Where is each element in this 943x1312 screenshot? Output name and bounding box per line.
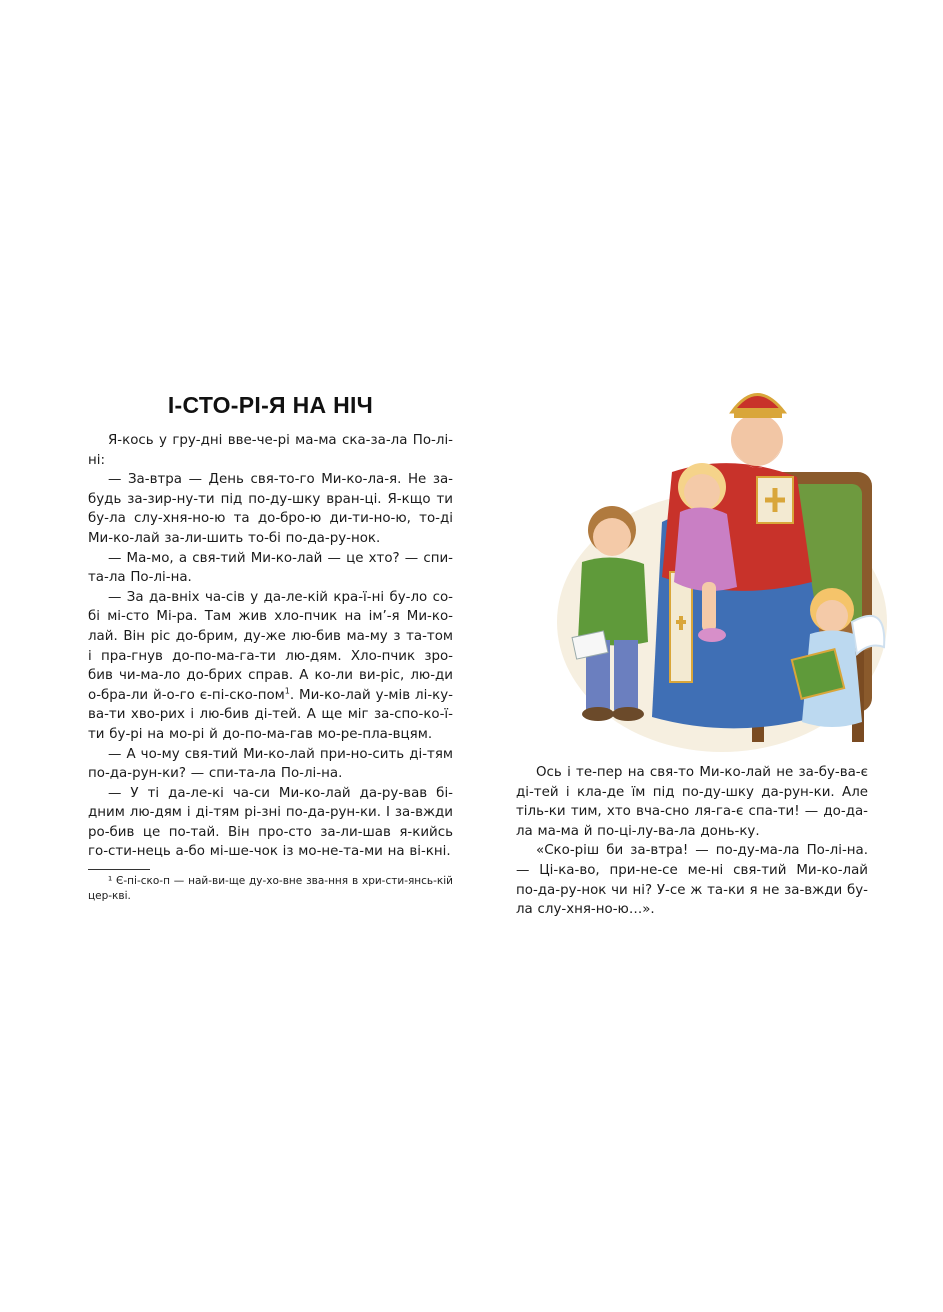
- paragraph: Я-кось у гру-дні вве-че-рі ма-ма ска-за-ла По-лі-ні:: [88, 433, 453, 468]
- girl-shoe: [698, 628, 726, 642]
- story-title: І-СТО-РІ-Я НА НІЧ: [167, 392, 374, 418]
- footnote-divider: [88, 869, 150, 870]
- paragraph: Ось і те-пер на свя-то Ми-ко-лай не за-бу-ва-є ді-тей і кла-де їм під по-ду-шку да-рун-ки. Але тіль-ки тим, хто вча-сно ля-га-є спа-ти! — до-да-ла ма-ма й по-ці-лу-ва-ла донь-ку.: [516, 765, 868, 839]
- paragraph: — У ті да-ле-кі ча-си Ми-ко-лай да-ру-вав бі-дним лю-дям і ді-тям рі-зні по-да-рун-ки. І за-вжди ро-бив це по-тай. Він про-сто за-ли-шав я-кийсь го-сти-нець а-бо мі-ше-чок із мо-не-та-ми на ві-кні.: [88, 785, 453, 860]
- paragraph-text: — За да-вніх ча-сів у да-ле-кій кра-ї-ні бу-ло со-бі мі-сто Мі-ра. Там жив хло-пчик на ім’-я Ми-ко-лай. Він ріс до-брим, ду-же лю-бив ма-му з та-том і пра-гнув до-по-ма-га-ти лю-дям. Хло-пчик зро-бив чи-ма-ло до-брих справ. А ко-ли ви-ріс, лю-ди о-бра-ли й-о-го є-пі-ско-пом: [88, 589, 453, 703]
- angel-face: [816, 600, 848, 632]
- right-page-text: [516, 763, 868, 920]
- boy-shirt: [578, 557, 648, 645]
- footnote-marker: 1: [284, 686, 290, 696]
- saint-nicholas-illustration: [552, 372, 892, 752]
- boy-shoe: [612, 707, 644, 721]
- paragraph-with-footnote: — За да-вніх ча-сів у да-ле-кій кра-ї-ні бу-ло со-бі мі-сто Мі-ра. Там жив хло-пчик на ім’-я Ми-ко-лай. Він ріс до-брим, ду-же лю-бив ма-му з та-том і пра-гнув до-по-ма-га-ти лю-дям. Хло-пчик зро-бив чи-ма-ло до-брих справ. А ко-ли ви-ріс, лю-ди о-бра-ли й-о-го є-пі-ско-пом$^1$. Ми-ко-лай у-мів лі-ку-ва-ти хво-рих і лю-бив ді-тей. А ще міг за-спо-ко-ї-ти бу-рі на мо-рі й до-по-ма-гав мо-ре-пла-вцям.: [88, 589, 454, 742]
- girl-face: [684, 474, 720, 510]
- girl-leg: [702, 582, 716, 632]
- boy-face: [593, 518, 631, 556]
- footnote: ¹ Є-пі-ско-п — най-ви-ще ду-хо-вне зва-ння в хри-сти-янсь-кій цер-кві.: [88, 875, 453, 903]
- girl-dress: [674, 507, 737, 591]
- mitre-band: [734, 408, 782, 418]
- paragraph: — Ма-мо, а свя-тий Ми-ко-лай — це хто? — спи-та-ла По-лі-на.: [88, 550, 453, 586]
- left-page-text: [88, 392, 453, 904]
- saint-face: [731, 414, 783, 466]
- paragraph: «Ско-ріш би за-втра! — по-ду-ма-ла По-лі-на.— Ці-ка-во, при-не-се ме-ні свя-тий Ми-ко-лай по-да-ру-нок чи ні? У-се ж та-ки я не за-вжди бу-ла слу-хня-но-ю…».: [516, 843, 868, 918]
- boy-trousers: [614, 640, 638, 710]
- paragraph-text: Ми-ко-лай у-мів лі-ку-ва-ти хво-рих і лю-бив ді-тей. А ще міг за-спо-ко-ї-ти бу-рі на мо-рі й до-по-ма-гав мо-ре-пла-вцям.: [88, 687, 454, 742]
- paragraph: — За-втра — День свя-то-го Ми-ко-ла-я. Не за-будь за-зир-ну-ти під по-ду-шку вран-ці. Я-кщо ти бу-ла слу-хня-но-ю та до-бро-ю ди-ти-но-ю, то-ді Ми-ко-лай за-ли-шить то-бі по-да-ру-нок.: [88, 472, 453, 546]
- boy-shoe: [582, 707, 614, 721]
- paragraph: — А чо-му свя-тий Ми-ко-лай при-но-сить ді-тям по-да-рун-ки? — спи-та-ла По-лі-на.: [88, 746, 453, 782]
